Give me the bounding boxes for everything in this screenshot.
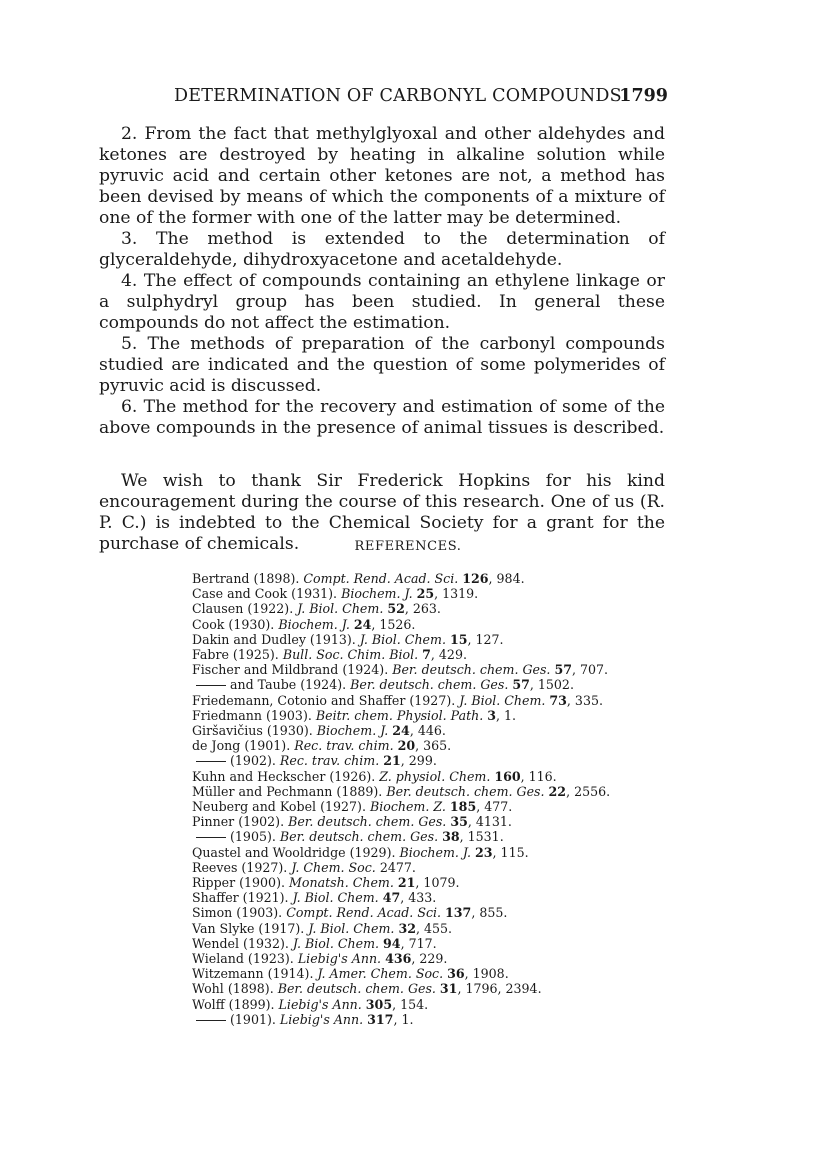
reference-author: Kuhn and Heckscher (1926).	[192, 768, 380, 784]
reference-author: (1905).	[230, 829, 280, 845]
reference-entry	[192, 723, 612, 738]
reference-journal: Biochem. Z.	[369, 799, 450, 815]
reference-volume: 73	[549, 692, 567, 708]
reference-author: and Taube (1924).	[230, 677, 351, 693]
reference-journal: Ber. deutsch. chem. Ges.	[277, 981, 440, 997]
reference-pages: , 154.	[392, 996, 429, 1012]
reference-pages: , 1526.	[371, 616, 416, 632]
reference-entry	[192, 1012, 612, 1027]
reference-entry	[192, 738, 612, 753]
reference-volume: 20	[397, 738, 416, 754]
reference-volume: 31	[439, 981, 458, 997]
reference-entry	[192, 586, 612, 601]
reference-pages: , 127.	[467, 631, 504, 647]
reference-volume: 15	[449, 631, 468, 647]
reference-volume: 24	[353, 616, 372, 632]
reference-journal: Compt. Rend. Acad. Sci.	[303, 571, 463, 586]
reference-volume: 57	[512, 677, 530, 693]
reference-author: Neuberg and Kobel (1927).	[192, 799, 370, 815]
summary-paragraph: 5. The methods of preparation of the carbonyl compounds studied are indicated and the question of some polymerides of pyruvic acid is discussed.	[99, 334, 665, 396]
reference-pages: , 1531.	[459, 829, 504, 845]
reference-journal: J. Biol. Chem.	[297, 601, 388, 617]
reference-author: Reeves (1927).	[192, 859, 292, 875]
references-heading: REFERENCES.	[354, 539, 462, 554]
reference-journal: Ber. deutsch. chem. Ges.	[279, 829, 443, 845]
reference-author: (1902).	[230, 753, 280, 769]
reference-pages: , 717.	[400, 935, 437, 951]
reference-volume: 305	[365, 996, 393, 1012]
reference-entry	[192, 845, 612, 860]
reference-volume: 21	[397, 875, 416, 891]
reference-pages: , 477.	[476, 799, 513, 815]
reference-author: Wendel (1932).	[192, 935, 293, 951]
reference-journal: Biochem. J.	[399, 844, 476, 860]
reference-pages: , 1.	[393, 1011, 414, 1027]
reference-journal: Liebig's Ann.	[278, 996, 366, 1012]
reference-entry	[192, 571, 612, 586]
reference-volume: 185	[449, 799, 477, 815]
reference-volume: 25	[416, 586, 435, 602]
reference-author: Cook (1930).	[192, 616, 279, 632]
reference-pages: , 984.	[488, 571, 525, 586]
reference-journal: Z. physiol. Chem.	[379, 768, 495, 784]
reference-journal: Rec. trav. chim.	[279, 753, 384, 769]
reference-volume: 3	[487, 707, 497, 723]
reference-entry	[192, 875, 612, 890]
reference-journal: Biochem. J.	[341, 586, 417, 602]
summary-paragraph: 6. The method for the recovery and estimation of some of the above compounds in the presence of animal tissues is described.	[99, 397, 665, 438]
reference-author: Simon (1903).	[192, 905, 287, 921]
reference-journal: Ber. deutsch. chem. Ges.	[392, 662, 555, 678]
reference-author: Quastel and Wooldridge (1929).	[192, 844, 400, 860]
reference-pages: , 1908.	[464, 966, 509, 982]
reference-volume: 317	[367, 1011, 394, 1027]
reference-volume: 52	[387, 601, 405, 617]
reference-entry	[192, 799, 612, 814]
reference-entry	[192, 814, 612, 829]
reference-entry	[192, 981, 612, 996]
reference-author: Wohl (1898).	[192, 981, 278, 997]
reference-pages: , 1502.	[529, 677, 574, 693]
reference-pages: , 1.	[496, 707, 517, 723]
reference-author: Pinner (1902).	[192, 814, 289, 830]
summary-paragraph: 3. The method is extended to the determination of glyceraldehyde, dihydroxyacetone and acetaldehyde.	[99, 229, 665, 270]
reference-author: Giršavičius (1930).	[192, 723, 317, 739]
reference-author: de Jong (1901).	[192, 738, 295, 754]
reference-pages: , 446.	[409, 723, 446, 739]
reference-journal: J. Biol. Chem.	[292, 935, 384, 951]
reference-journal: Liebig's Ann.	[297, 951, 386, 967]
reference-author: (1901).	[230, 1011, 280, 1027]
reference-entry	[192, 693, 612, 708]
reference-journal: Bull. Soc. Chim. Biol.	[282, 647, 423, 663]
reference-entry	[192, 662, 612, 677]
reference-entry	[192, 921, 612, 936]
reference-volume: 160	[494, 768, 521, 784]
ditto-dash	[196, 837, 226, 838]
reference-entry	[192, 951, 612, 966]
reference-volume: 22	[548, 783, 567, 799]
reference-author: Shaffer (1921).	[192, 890, 293, 906]
reference-pages: , 335.	[566, 692, 603, 708]
reference-volume: 35	[450, 814, 468, 830]
reference-journal: Monatsh. Chem.	[289, 875, 398, 891]
reference-entry	[192, 905, 612, 920]
reference-pages: , 229.	[411, 951, 448, 967]
ditto-dash	[196, 1020, 226, 1021]
reference-journal: Compt. Rend. Acad. Sci.	[286, 905, 446, 921]
reference-entry	[192, 860, 612, 875]
reference-pages: , 455.	[415, 920, 453, 936]
reference-volume: 21	[383, 753, 401, 769]
reference-pages: , 429.	[430, 647, 467, 663]
reference-journal: J. Chem. Soc.	[291, 859, 376, 875]
reference-entry	[192, 829, 612, 844]
reference-entry	[192, 632, 612, 647]
reference-author: Müller and Pechmann (1889).	[192, 783, 387, 799]
reference-volume: 57	[554, 662, 572, 678]
reference-author: Witzemann (1914).	[192, 966, 318, 982]
reference-entry	[192, 997, 612, 1012]
acknowledgement: We wish to thank Sir Frederick Hopkins for his kind encouragement during the course of this research. One of us (R. P. C.) is indebted to the Chemical Society for a grant for the purchase of chemicals.	[99, 471, 665, 554]
reference-author: Dakin and Dudley (1913).	[192, 631, 360, 647]
reference-pages: , 115.	[492, 844, 529, 860]
reference-pages: , 855.	[471, 905, 508, 921]
reference-journal: Biochem. J.	[316, 723, 393, 739]
summary-paragraph: 2. From the fact that methylglyoxal and other aldehydes and ketones are destroyed by heating in alkaline solution while pyruvic acid and certain other ketones are not, a method has been devised by means of which the components of a mixture of one of the former with one of the latter may be determined.	[99, 124, 665, 228]
reference-journal: J. Amer. Chem. Soc.	[317, 966, 448, 982]
reference-entry	[192, 784, 612, 799]
reference-journal: Beitr. chem. Physiol. Path.	[315, 707, 488, 723]
reference-entry	[192, 677, 612, 692]
reference-pages: , 299.	[400, 753, 437, 769]
reference-volume: 36	[447, 966, 465, 982]
reference-author: Friedmann (1903).	[192, 707, 316, 723]
reference-entry	[192, 601, 612, 616]
reference-volume: 23	[475, 844, 493, 860]
reference-journal: J. Biol. Chem.	[308, 920, 399, 936]
reference-pages: , 2556.	[566, 783, 611, 799]
reference-journal: J. Biol. Chem.	[292, 890, 383, 906]
reference-pages: , 116.	[520, 768, 557, 784]
reference-list	[192, 571, 612, 1027]
reference-entry	[192, 753, 612, 768]
reference-entry	[192, 936, 612, 951]
reference-pages: , 1796, 2394.	[457, 981, 542, 997]
reference-volume: 32	[398, 920, 416, 936]
summary-body	[99, 124, 665, 555]
reference-pages: , 263.	[404, 601, 441, 617]
reference-volume: 24	[392, 723, 410, 739]
reference-author: Van Slyke (1917).	[192, 920, 309, 936]
reference-author: Wolff (1899).	[192, 996, 279, 1012]
reference-volume: 137	[445, 905, 472, 921]
reference-journal: Rec. trav. chim.	[294, 738, 398, 754]
reference-journal: J. Biol. Chem.	[359, 631, 450, 647]
reference-author: Friedemann, Cotonio and Shaffer (1927).	[192, 692, 460, 708]
reference-author: Clausen (1922).	[192, 601, 298, 617]
reference-entry	[192, 617, 612, 632]
reference-journal: Ber. deutsch. chem. Ges.	[288, 814, 451, 830]
reference-author: Case and Cook (1931).	[192, 586, 342, 602]
reference-entry	[192, 708, 612, 723]
reference-pages: 2477.	[375, 859, 416, 875]
reference-author: Bertrand (1898).	[192, 571, 304, 586]
reference-journal: Ber. deutsch. chem. Ges.	[350, 677, 513, 693]
ditto-dash	[196, 685, 226, 686]
ditto-dash	[196, 761, 226, 762]
reference-pages: , 4131.	[467, 814, 512, 830]
reference-journal: Ber. deutsch. chem. Ges.	[386, 783, 549, 799]
reference-author: Wieland (1923).	[192, 951, 298, 967]
reference-author: Fabre (1925).	[192, 647, 283, 663]
reference-pages: , 433.	[400, 890, 437, 906]
reference-volume: 126	[462, 571, 489, 586]
summary-paragraph: 4. The effect of compounds containing an ethylene linkage or a sulphydryl group has been studied. In general these compounds do not affect the estimation.	[99, 271, 665, 333]
reference-volume: 38	[442, 829, 460, 845]
reference-volume: 94	[383, 935, 401, 951]
reference-author: Ripper (1900).	[192, 875, 289, 891]
reference-pages: , 707.	[571, 662, 609, 678]
reference-journal: J. Biol. Chem.	[459, 692, 550, 708]
reference-pages: , 1079.	[415, 875, 460, 891]
page-header	[98, 86, 668, 110]
reference-volume: 7	[422, 647, 431, 663]
page-number: 1799	[619, 86, 668, 106]
reference-pages: , 1319.	[434, 586, 479, 602]
reference-entry	[192, 769, 612, 784]
reference-pages: , 365.	[415, 738, 452, 754]
reference-volume: 436	[385, 951, 412, 967]
reference-author: Fischer and Mildbrand (1924).	[192, 662, 393, 678]
reference-journal: Liebig's Ann.	[279, 1011, 368, 1027]
reference-volume: 47	[382, 890, 401, 906]
running-title: DETERMINATION OF CARBONYL COMPOUNDS	[174, 86, 622, 106]
reference-entry	[192, 647, 612, 662]
reference-journal: Biochem. J.	[278, 616, 354, 632]
reference-entry	[192, 966, 612, 981]
reference-entry	[192, 890, 612, 905]
